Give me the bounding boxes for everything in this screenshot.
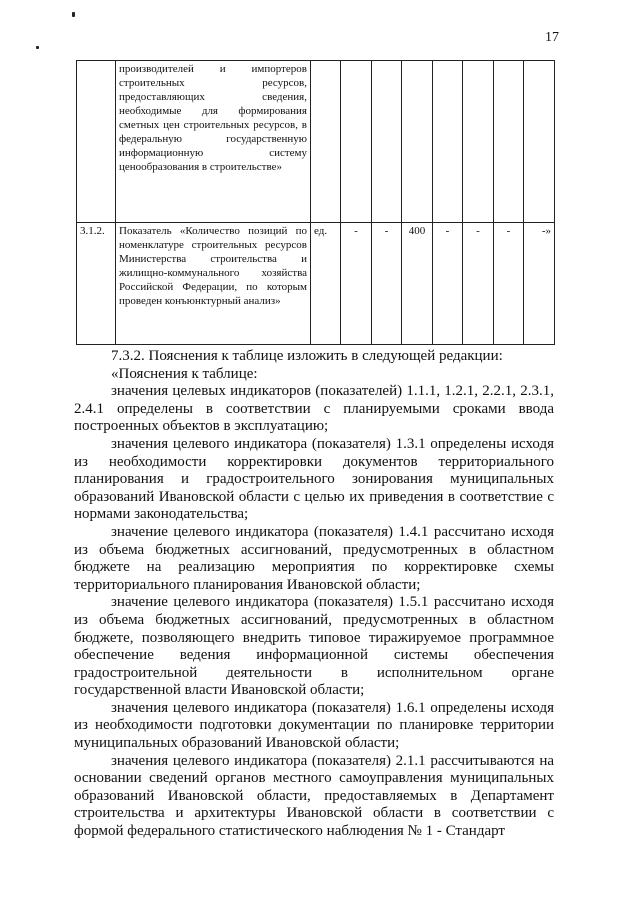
unit-cell xyxy=(311,61,341,223)
row-description-cell: Показатель «Количество позиций по номенклатуре строительных ресурсов Министерства строительства и жилищно-коммунального хозяйства Российской Федерации, по которым проведен конъюнктурный анализ» xyxy=(116,223,311,345)
value-cell xyxy=(402,61,433,223)
value-cell: - xyxy=(494,223,524,345)
value-cell xyxy=(341,61,372,223)
value-cell: 400 xyxy=(402,223,433,345)
paragraph: значения целевого индикатора (показателя) 2.1.1 рассчитываются на основании сведений органов местного самоуправления муниципальных образований Ивановской области, предоставляемых в Департамент строительства и архитектуры Ивановской области в соответствии с формой федерального статистического наблюдения № 1 - Стандарт xyxy=(74,752,554,840)
indicator-table xyxy=(76,60,555,345)
row-number-cell xyxy=(77,61,116,223)
value-cell xyxy=(524,61,555,223)
paragraph: значения целевого индикатора (показателя) 1.3.1 определены исходя из необходимости корректировки документов территориального планирования и градостроительного зонирования муниципальных образований Ивановской области с целью их приведения в соответствие с нормами законодательства; xyxy=(74,435,554,523)
page-number: 17 xyxy=(545,30,559,45)
scan-speck xyxy=(36,46,39,49)
explanations-text xyxy=(74,348,554,841)
paragraph: значение целевого индикатора (показателя) 1.4.1 рассчитано исходя из объема бюджетных ассигнований, предусмотренных в областном бюджете на реализацию мероприятия по корректировке схемы территориального планирования Ивановской области; xyxy=(74,523,554,593)
table-row xyxy=(77,61,555,223)
row-number-cell: 3.1.2. xyxy=(77,223,116,345)
paragraph: значения целевого индикатора (показателя) 1.6.1 определены исходя из необходимости подготовки документации по планировке территории муниципальных образований Ивановской области; xyxy=(74,699,554,752)
value-cell: - xyxy=(372,223,402,345)
unit-cell: ед. xyxy=(311,223,341,345)
table-row xyxy=(77,223,555,345)
value-cell xyxy=(463,61,494,223)
value-cell: - xyxy=(341,223,372,345)
paragraph: значения целевых индикаторов (показателей) 1.1.1, 1.2.1, 2.2.1, 2.3.1, 2.4.1 определены в соответствии с планируемыми сроками ввода построенных объектов в эксплуатацию; xyxy=(74,383,554,435)
paragraph: значение целевого индикатора (показателя) 1.5.1 рассчитано исходя из объема бюджетных ассигнований, предусмотренных в областном бюджете, позволяющего внедрить типовое тиражируемое программное обеспечение ведения информационной системы обеспечения градостроительной деятельности в исполнительном органе государственной власти Ивановской области; xyxy=(74,594,554,699)
value-cell: - xyxy=(463,223,494,345)
value-cell xyxy=(372,61,402,223)
quote-heading: «Пояснения к таблице: xyxy=(111,365,258,382)
row-description-cell: производителей и импортеров строительных ресурсов, предоставляющих сведения, необходимые для формирования сметных цен строительных ресурсов, в федеральную государственную информационную систему ценообразования в строительстве» xyxy=(116,61,311,223)
value-cell: - xyxy=(433,223,463,345)
section-heading: 7.3.2. Пояснения к таблице изложить в следующей редакции: xyxy=(111,348,503,364)
value-cell: -» xyxy=(524,223,555,345)
scan-speck xyxy=(72,12,75,17)
value-cell xyxy=(494,61,524,223)
value-cell xyxy=(433,61,463,223)
